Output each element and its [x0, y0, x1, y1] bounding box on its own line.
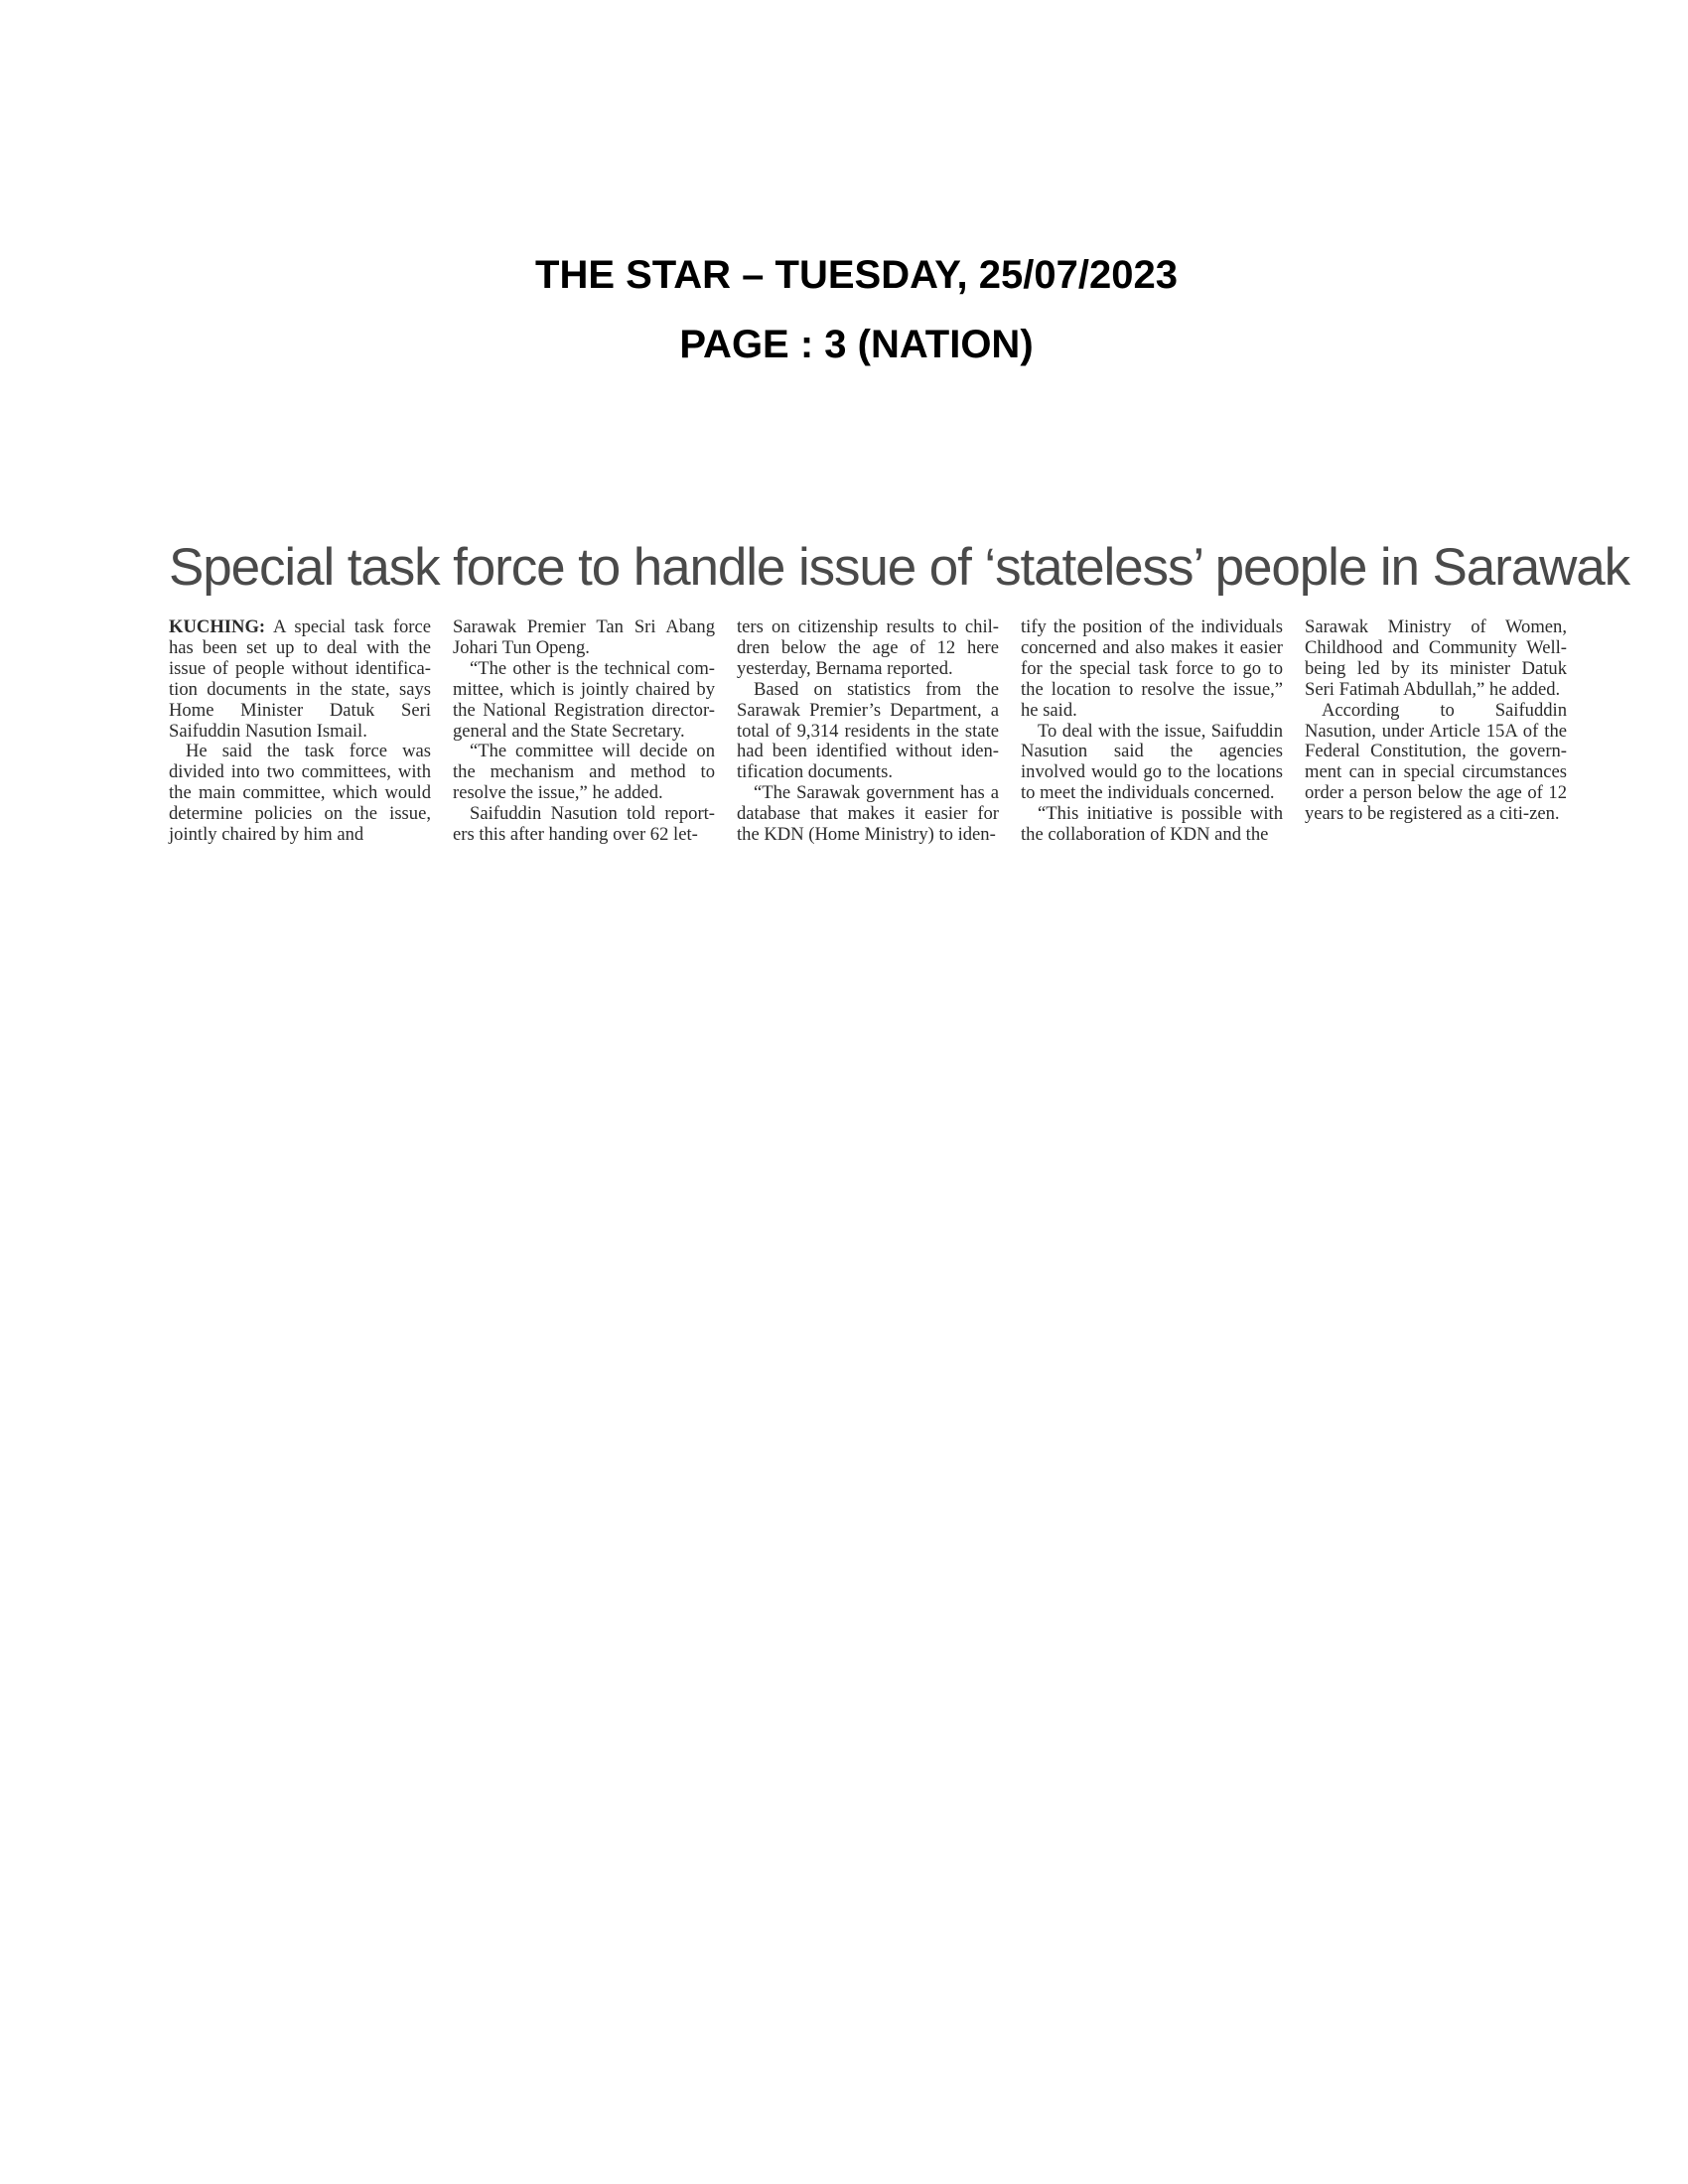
article-paragraph: Based on statistics from the Sarawak Premier’s Department, a total of 9,314 residents in the state had been identified without iden-tification documents. — [737, 678, 999, 783]
publication-date-line: THE STAR – TUESDAY, 25/07/2023 — [535, 253, 1178, 297]
article-paragraph: KUCHING: A special task force has been set up to deal with the issue of people without identifica-tion documents in the state, says Home Minister Datuk Seri Saifuddin Nasution Ismail. — [169, 616, 432, 742]
article-column-2 — [453, 617, 715, 846]
article-column-1 — [169, 617, 431, 846]
article-column-4 — [1021, 617, 1283, 846]
article-paragraph: ters on citizenship results to chil-dren below the age of 12 here yesterday, Bernama reported. — [737, 616, 999, 679]
article-paragraph: tify the position of the individuals concerned and also makes it easier for the special task force to go to the location to resolve the issue,” he said. — [1021, 616, 1283, 721]
article-paragraph: Sarawak Ministry of Women, Childhood and Community Well-being led by its minister Datuk Seri Fatimah Abdullah,” he added. — [1305, 616, 1567, 700]
article-paragraph: Sarawak Premier Tan Sri Abang Johari Tun Openg. — [453, 616, 715, 658]
article-paragraph: Saifuddin Nasution told report-ers this after handing over 62 let- — [453, 803, 715, 846]
article-headline: Special task force to handle issue of ‘stateless’ people in Sarawak — [169, 538, 1630, 597]
article-column-3 — [737, 617, 999, 846]
article-column-5 — [1305, 617, 1567, 825]
article-dateline: KUCHING: — [169, 616, 266, 637]
article-paragraph: “The other is the technical com-mittee, which is jointly chaired by the National Registration director-general and the State Secretary. — [453, 657, 715, 742]
article-body — [169, 617, 1569, 856]
article-paragraph: He said the task force was divided into two committees, with the main committee, which would determine policies on the issue, jointly chaired by him and — [169, 741, 431, 846]
page-section-line: PAGE : 3 (NATION) — [679, 323, 1034, 366]
article-paragraph: According to Saifuddin Nasution, under Article 15A of the Federal Constitution, the govern-ment can in special circumstances order a person below the age of 12 years to be registered as a citi-zen. — [1305, 699, 1567, 825]
page-header — [0, 240, 1688, 379]
article-paragraph: “The committee will decide on the mechanism and method to resolve the issue,” he added. — [453, 741, 715, 804]
newspaper-clipping — [167, 526, 1630, 864]
article-paragraph: “The Sarawak government has a database that makes it easier for the KDN (Home Ministry) to iden- — [737, 782, 999, 846]
article-paragraph: To deal with the issue, Saifuddin Nasution said the agencies involved would go to the locations to meet the individuals concerned. — [1021, 720, 1283, 804]
article-paragraph: “This initiative is possible with the collaboration of KDN and the — [1021, 803, 1283, 846]
